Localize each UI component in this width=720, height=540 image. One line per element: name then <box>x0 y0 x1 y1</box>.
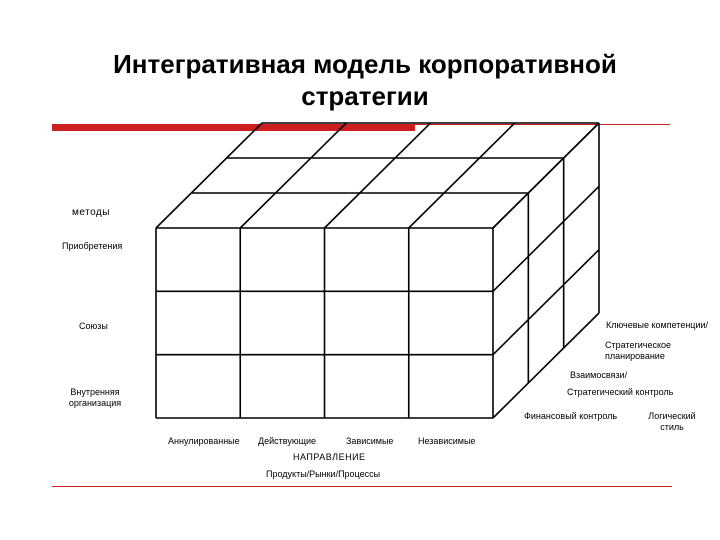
depth-strategic-planning-label: Стратегическое планирование <box>605 340 672 361</box>
side-face-depth-line <box>493 313 599 418</box>
direction-independent-label: Независимые <box>418 436 476 446</box>
method-internal-organization-label: Внутренняя организация <box>68 387 122 408</box>
slide-title: Интегративная модель корпоративной стратегии <box>113 49 617 111</box>
depth-financial-control-label: Финансовый контроль <box>524 411 618 421</box>
top-face-depth-line <box>325 123 431 228</box>
depth-logical-style-label: Логический стиль <box>648 411 696 432</box>
top-face-depth-line <box>156 123 262 228</box>
direction-axis-sublabel: Продукты/Рынки/Процессы <box>266 469 381 479</box>
depth-core-competencies-label: Ключевые компетенции/ <box>606 320 709 330</box>
depth-interrelations-label: Взаимосвязи/ <box>570 370 628 380</box>
top-face-depth-line <box>409 123 515 228</box>
method-acquisitions-label: Приобретения <box>62 241 123 251</box>
direction-dependent-label: Зависимые <box>346 436 394 446</box>
direction-active-label: Действующие <box>258 436 317 446</box>
side-face-depth-line <box>493 123 599 228</box>
methods-axis-label: методы <box>72 207 110 218</box>
method-alliances-label: Союзы <box>79 321 108 331</box>
top-face-depth-line <box>240 123 346 228</box>
side-face-depth-line <box>493 186 599 291</box>
direction-axis-label: НАПРАВЛЕНИЕ <box>293 452 366 462</box>
direction-annulled-label: Аннулированные <box>168 436 240 446</box>
depth-strategic-control-label: Стратегический контроль <box>567 387 674 397</box>
side-face-depth-line <box>493 250 599 355</box>
